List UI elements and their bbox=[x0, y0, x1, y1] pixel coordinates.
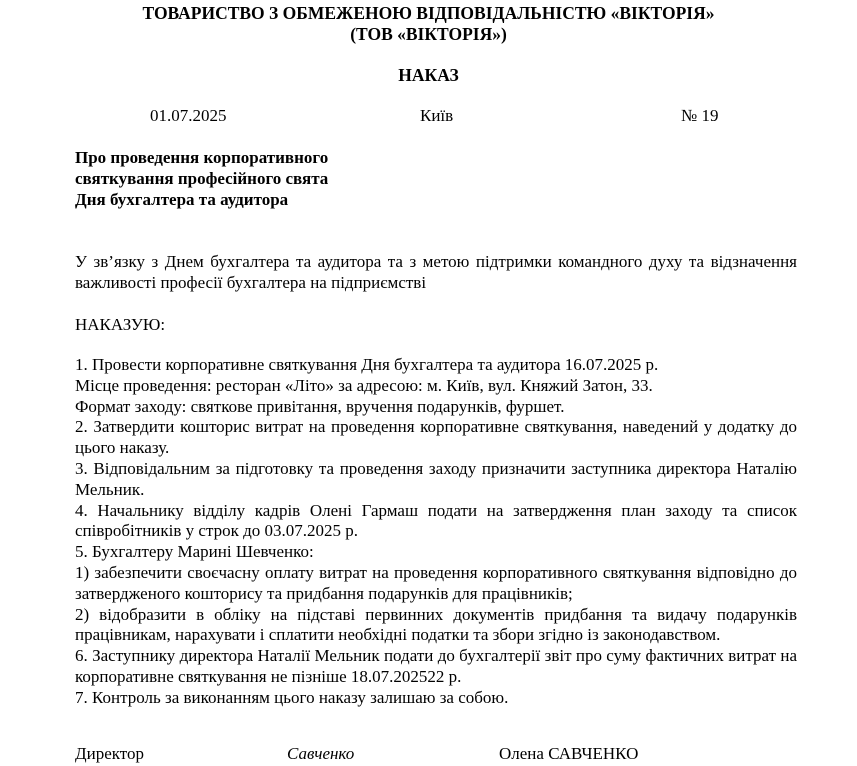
order-item: 1) забезпечити своєчасну оплату витрат на проведення корпоративного святкування відповідно до затвердженого кошторису та придбання подарунків для працівників; bbox=[75, 562, 797, 603]
company-name: ТОВАРИСТВО З ОБМЕЖЕНОЮ ВІДПОВІДАЛЬНІСТЮ «ВІКТОРІЯ» bbox=[142, 3, 715, 23]
order-item: 4. Начальнику відділу кадрів Олені Гармаш подати на затвердження план заходу та список співробітників у строк до 03.07.2025 р. bbox=[75, 500, 797, 541]
preamble bbox=[75, 252, 797, 294]
signatory-name: Олена САВЧЕНКО bbox=[499, 744, 639, 763]
order-item: 2. Затвердити кошторис витрат на проведення корпоративне святкування, наведений у додатку до цього наказу. bbox=[75, 417, 797, 458]
subject-line: святкування професійного свята bbox=[75, 169, 329, 188]
order-item: 3. Відповідальним за підготовку та проведення заходу призначити заступника директора Наталію Мельник. bbox=[75, 458, 797, 499]
order-city: Київ bbox=[420, 106, 454, 125]
handwritten-signature: Савченко bbox=[287, 744, 355, 763]
subject-line: Дня бухгалтера та аудитора bbox=[75, 190, 289, 209]
subject-line: Про проведення корпоративного bbox=[75, 148, 329, 167]
company-short-name: (ТОВ «ВІКТОРІЯ») bbox=[350, 24, 507, 44]
signatory-position: Директор bbox=[75, 744, 144, 763]
preamble-text: У зв’язку з Днем бухгалтера та аудитора та з метою підтримки командного духу та відзначення важливості професії бухгалтера на підприємстві bbox=[75, 252, 797, 292]
order-item: 7. Контроль за виконанням цього наказу залишаю за собою. bbox=[75, 687, 509, 707]
order-word: НАКАЗУЮ: bbox=[75, 315, 166, 334]
document-type: НАКАЗ bbox=[398, 65, 459, 85]
order-item: 6. Заступнику директора Наталії Мельник подати до бухгалтерії звіт про суму фактичних витрат на корпоративне святкування не пізніше 18.07.202522 р. bbox=[75, 646, 797, 686]
order-number: № 19 bbox=[681, 106, 719, 125]
order-item: Формат заходу: святкове привітання, вручення подарунків, фуршет. bbox=[75, 396, 565, 416]
order-item: 2) відобразити в обліку на підставі первинних документів придбання та видачу подарунків працівникам, нарахувати і сплатити необхідні податки та збори згідно із законодавством. bbox=[75, 604, 797, 645]
order-subject bbox=[75, 147, 328, 210]
order-items bbox=[75, 355, 797, 709]
order-item: 1. Провести корпоративне святкування Дня бухгалтера та аудитора 16.07.2025 р. bbox=[75, 355, 659, 374]
order-item: 5. Бухгалтеру Марині Шевченко: bbox=[75, 542, 314, 562]
order-date: 01.07.2025 bbox=[150, 106, 227, 125]
order-item: Місце проведення: ресторан «Літо» за адресою: м. Київ, вул. Княжий Затон, 33. bbox=[75, 375, 653, 395]
